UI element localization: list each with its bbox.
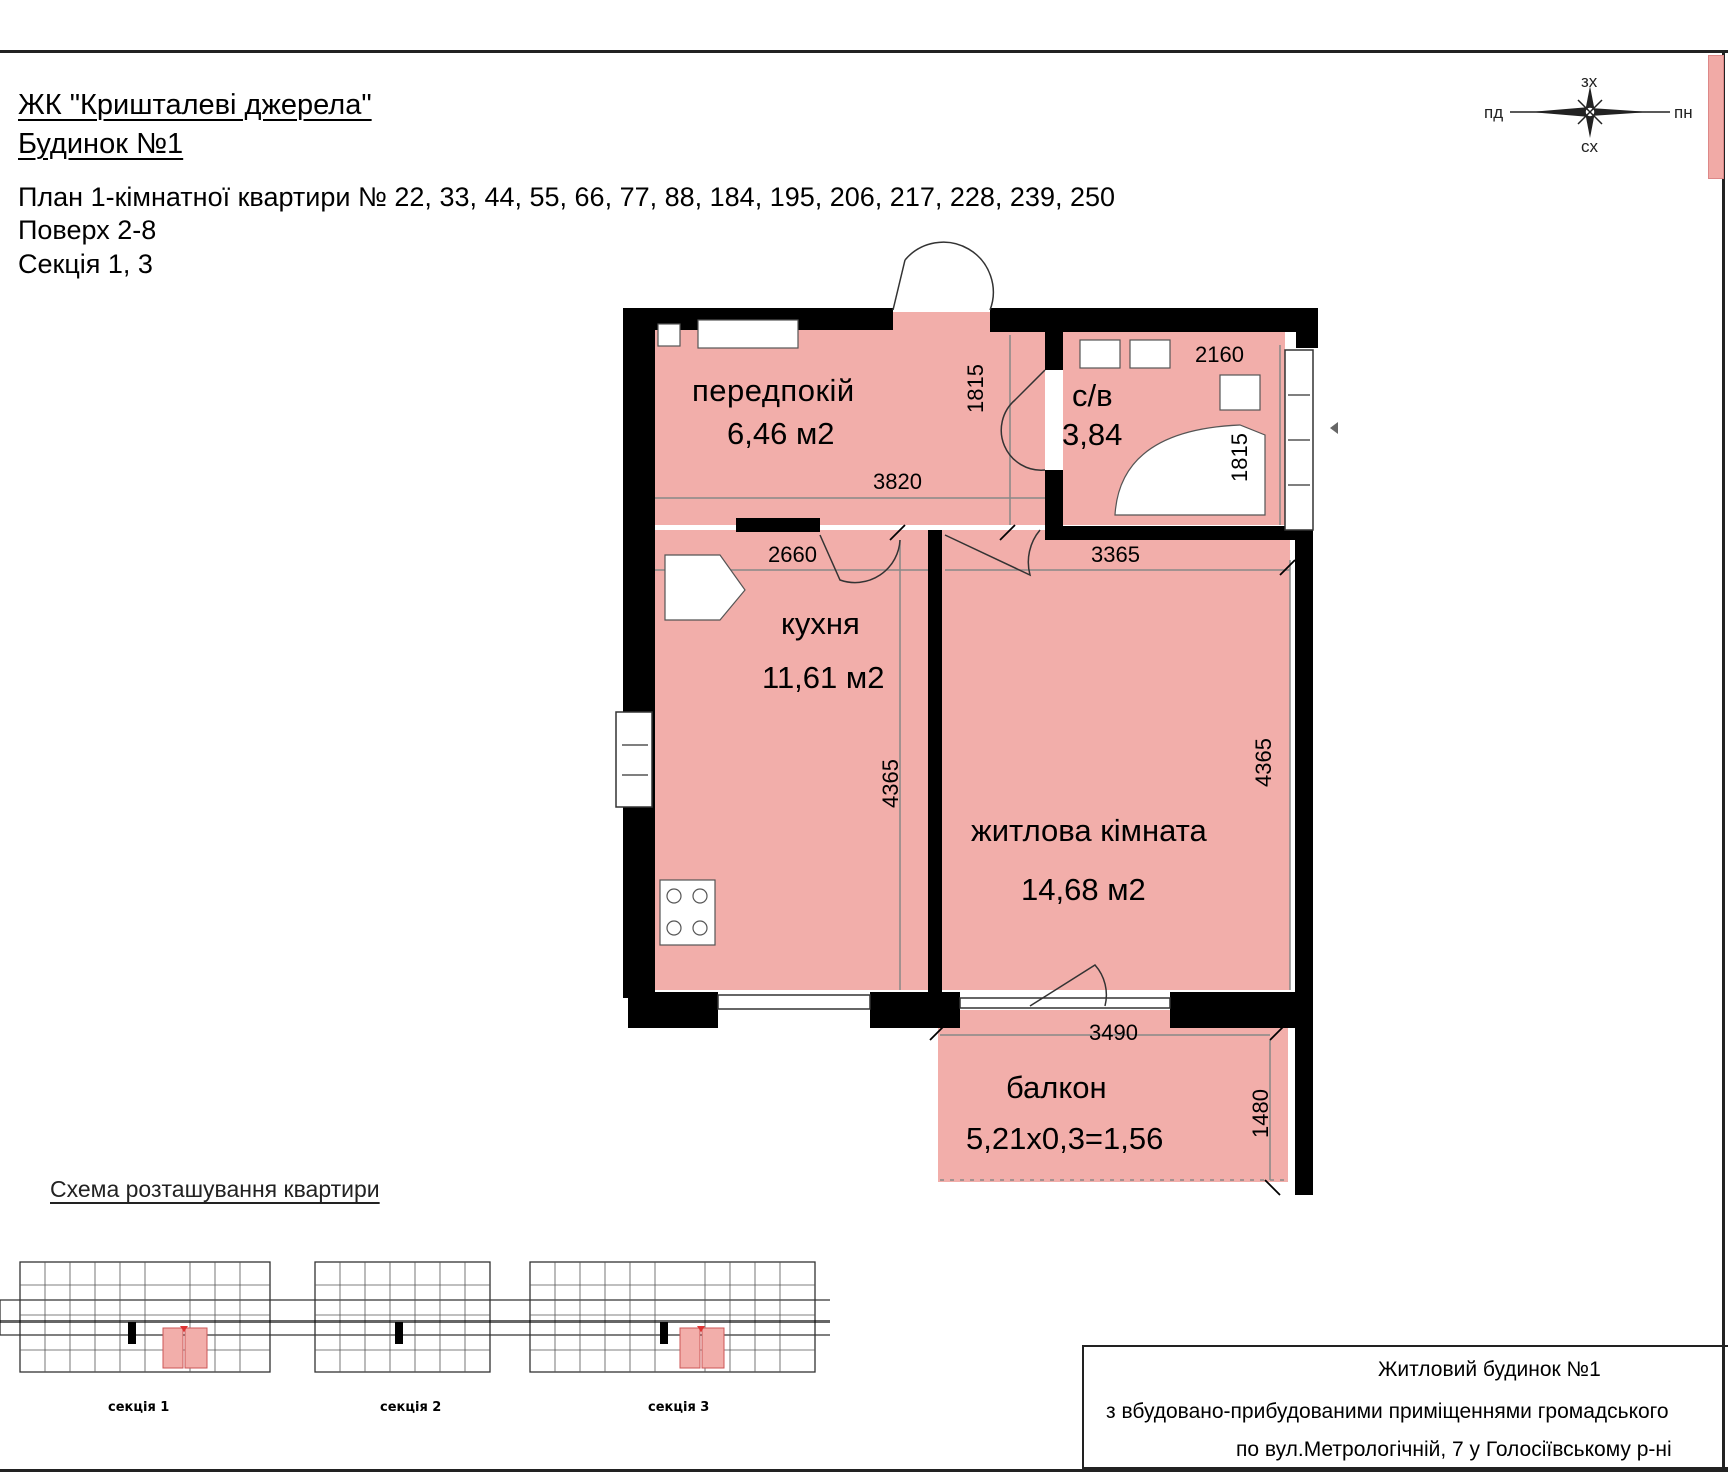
- dim-kitchen-depth: 4365: [878, 759, 903, 808]
- floor-range: Поверх 2-8: [18, 215, 157, 245]
- kitchen-area: 11,61 м2: [762, 660, 885, 695]
- living-name: житлова кімната: [971, 813, 1207, 848]
- section-1-label: секція 1: [108, 1400, 170, 1415]
- dim-living-width: 3365: [1091, 542, 1140, 567]
- dim-kitchen-width: 2660: [768, 542, 817, 567]
- building-name: Будинок №1: [18, 128, 184, 160]
- hall-area: 6,46 м2: [727, 416, 835, 451]
- hall-notch-fill: [893, 312, 993, 342]
- plan-title: План 1-кімнатної квартири № 22, 33, 44, 55, 66, 77, 88, 184, 195, 206, 217, 228, 239, 250: [18, 182, 1116, 212]
- dim-balcony-depth: 1480: [1248, 1089, 1273, 1138]
- dim-hall-depth: 1815: [963, 364, 988, 413]
- section-2-label: секція 2: [380, 1400, 442, 1415]
- compass-north: пн: [1674, 103, 1693, 122]
- compass-east: сх: [1581, 137, 1598, 156]
- scheme-title: Схема розташування квартири: [50, 1176, 380, 1202]
- title-block: [1082, 1345, 1728, 1469]
- compass-south: пд: [1484, 103, 1504, 122]
- living-fill: [942, 530, 1290, 990]
- hall-fill: [655, 330, 1045, 525]
- section-list: Секція 1, 3: [18, 249, 153, 279]
- bathroom-area: 3,84: [1062, 417, 1123, 452]
- title-block-line1: Житловий будинок №1: [1378, 1358, 1601, 1381]
- dim-bath-depth: 1815: [1227, 433, 1252, 482]
- compass-west: зх: [1581, 72, 1598, 91]
- dim-bath-width: 2160: [1195, 342, 1244, 367]
- title-block-line3: по вул.Метрологічній, 7 у Голосіївському р-ні: [1236, 1438, 1672, 1461]
- dim-living-depth: 4365: [1251, 738, 1276, 787]
- living-area: 14,68 м2: [1021, 872, 1146, 907]
- bathroom-name: с/в: [1072, 378, 1113, 413]
- complex-name: ЖК "Кришталеві джерела": [18, 89, 372, 121]
- kitchen-name: кухня: [781, 606, 860, 641]
- section-3-label: секція 3: [648, 1400, 710, 1415]
- balcony-name: балкон: [1006, 1070, 1107, 1105]
- title-block-line2: з вбудовано-прибудованими приміщеннями громадського: [1106, 1400, 1669, 1423]
- dim-hall-width: 3820: [873, 469, 922, 494]
- dim-balcony-width: 3490: [1089, 1020, 1138, 1045]
- section-scheme: [0, 1240, 830, 1390]
- hall-name: передпокій: [692, 373, 855, 408]
- balcony-area: 5,21х0,3=1,56: [966, 1121, 1164, 1156]
